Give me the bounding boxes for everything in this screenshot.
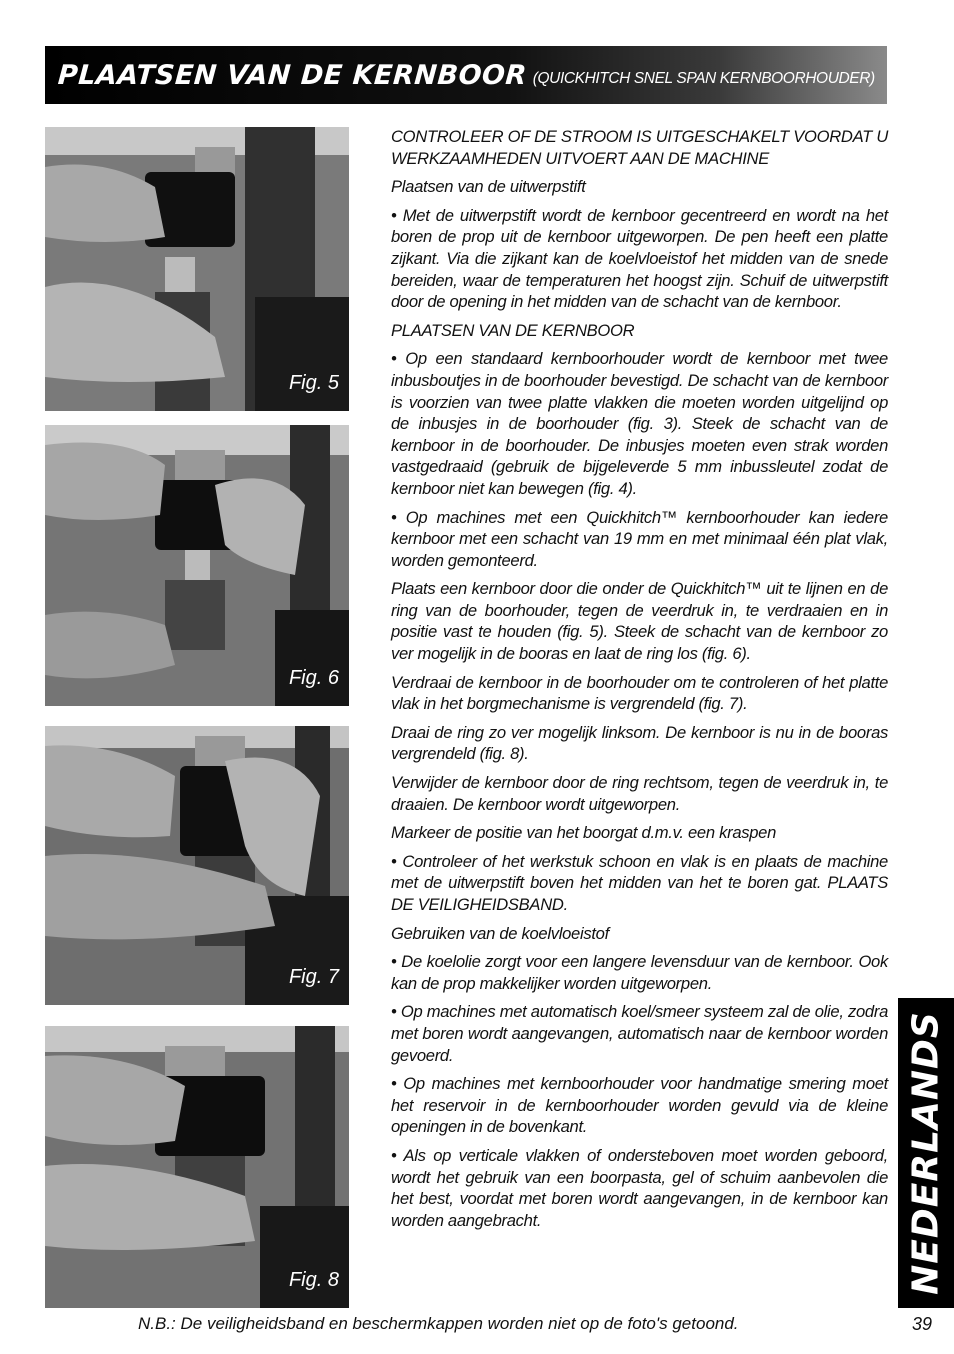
figure-5-label: Fig. 5 xyxy=(288,372,339,394)
figure-7-illustration xyxy=(45,726,349,1005)
figure-8-illustration xyxy=(45,1026,349,1308)
figure-7-photo xyxy=(45,726,349,1005)
paragraph: • De koelolie zorgt voor een langere levensduur van de kernboor. Ook kan de prop makkelijker worden uitgeworpen. xyxy=(391,952,888,993)
figure-8-photo xyxy=(45,1026,349,1308)
section-title: PLAATSEN VAN DE KERNBOOR xyxy=(56,59,528,91)
paragraph: • Op machines met automatisch koel/smeer systeem zal de olie, zodra met boren wordt aangevangen, automatisch naar de kernboor worden gevoerd. xyxy=(391,1002,888,1065)
paragraph: • Op machines met een Quickhitch™ kernboorhouder kan iedere kernboor met een schacht van 19 mm en met minimaal één plat vlak, worden gemonteerd. xyxy=(391,507,888,570)
figure-5-illustration xyxy=(45,127,349,411)
figure-6-illustration xyxy=(45,425,349,706)
page-number: 39 xyxy=(912,1314,933,1334)
paragraph: Verwijder de kernboor door de ring rechtsom, tegen de veerdruk in, te draaien. De kernboor wordt uitgeworpen. xyxy=(391,773,888,814)
footnote: N.B.: De veiligheidsband en beschermkappen worden niet op de foto's getoond. xyxy=(138,1314,739,1333)
figure-7-label: Fig. 7 xyxy=(288,966,339,988)
paragraph: • Met de uitwerpstift wordt de kernboor gecentreerd en wordt na het boren de prop uit de kernboor uitgeworpen. De pen heeft een platte zijkant. Via die zijkant kan de koelvloeistof het midden van de snede bereiden, waar de temperaturen het hoogst zijn. Schuif de uitwerpstift door de opening in het midden van de schacht van de kernboor. xyxy=(391,205,888,312)
language-side-tab xyxy=(898,998,954,1308)
figure-5-photo xyxy=(45,127,349,411)
paragraph: • Op een standaard kernboorhouder wordt de kernboor met twee inbusboutjes in de boorhouder bevestigd. De schacht van de kernboor is voorzien van twee platte vlakken die moeten worden uitgelijnd op de inbusjes in de boorhouder (fig. 3). Steek de schacht van de kernboor in de boorhouder. De inbusjes moeten even strak worden vastgedraaid (gebruik de bijgeleverde 5 mm inbussleutel zodat de kernboor niet kan bewegen (fig. 4). xyxy=(391,349,888,498)
paragraph-heading-ejector: Plaatsen van de uitwerpstift xyxy=(391,177,586,197)
section-title-bar xyxy=(45,46,887,104)
paragraph: • Op machines met kernboorhouder voor handmatige smering moet het reservoir in de kernboorhouder worden gevuld via de kleine openingen in de bovenkant. xyxy=(391,1074,888,1137)
paragraph-heading-coolant: Gebruiken van de koelvloeistof xyxy=(391,923,609,943)
paragraph: Plaats een kernboor door die onder de Quickhitch™ uit te lijnen en de ring van de boorhouder, tegen de veerdruk in, te verdraaien en in positie vast te houden (fig. 5). Steek de schacht van de kernboor zo ver mogelijk in de booras en laat de ring los (fig. 6). xyxy=(391,579,888,664)
instruction-text-column xyxy=(391,126,888,1238)
paragraph: • Controleer of het werkstuk schoon en vlak is en plaats de machine met de uitwerpstift boven het midden van het te boren gat. PLAATS DE VEILIGHEIDSBAND. xyxy=(391,851,888,914)
paragraph: • Als op verticale vlakken of ondersteboven moet worden geboord, wordt het gebruik van een boorpasta, gel of schuim aanbevolen die het best, voordat met boren wordt aangevangen, in de kernboor kan worden aangebracht. xyxy=(391,1145,888,1230)
paragraph: Verdraai de kernboor in de boorhouder om te controleren of het platte vlak in het borgmechanisme is vergrendeld (fig. 7). xyxy=(391,672,888,714)
figure-6-label: Fig. 6 xyxy=(288,667,339,689)
paragraph-heading-marking: Markeer de positie van het boorgat d.m.v. een kraspen xyxy=(391,823,777,843)
paragraph-warning: CONTROLEER OF DE STROOM IS UITGESCHAKELT VOORDAT U WERKZAAMHEDEN UITVOERT AAN DE MACHINE xyxy=(391,127,888,168)
figure-8-label: Fig. 8 xyxy=(288,1269,339,1291)
language-tab-label: NEDERLANDS xyxy=(905,1011,947,1295)
figure-6-photo xyxy=(45,425,349,706)
section-subtitle: (QUICKHITCH SNEL SPAN KERNBOORHOUDER) xyxy=(532,70,875,87)
paragraph: Draai de ring zo ver mogelijk linksom. De kernboor is nu in de booras vergrendeld (fig. 8). xyxy=(391,722,888,764)
paragraph-heading-mounting: PLAATSEN VAN DE KERNBOOR xyxy=(391,320,635,340)
